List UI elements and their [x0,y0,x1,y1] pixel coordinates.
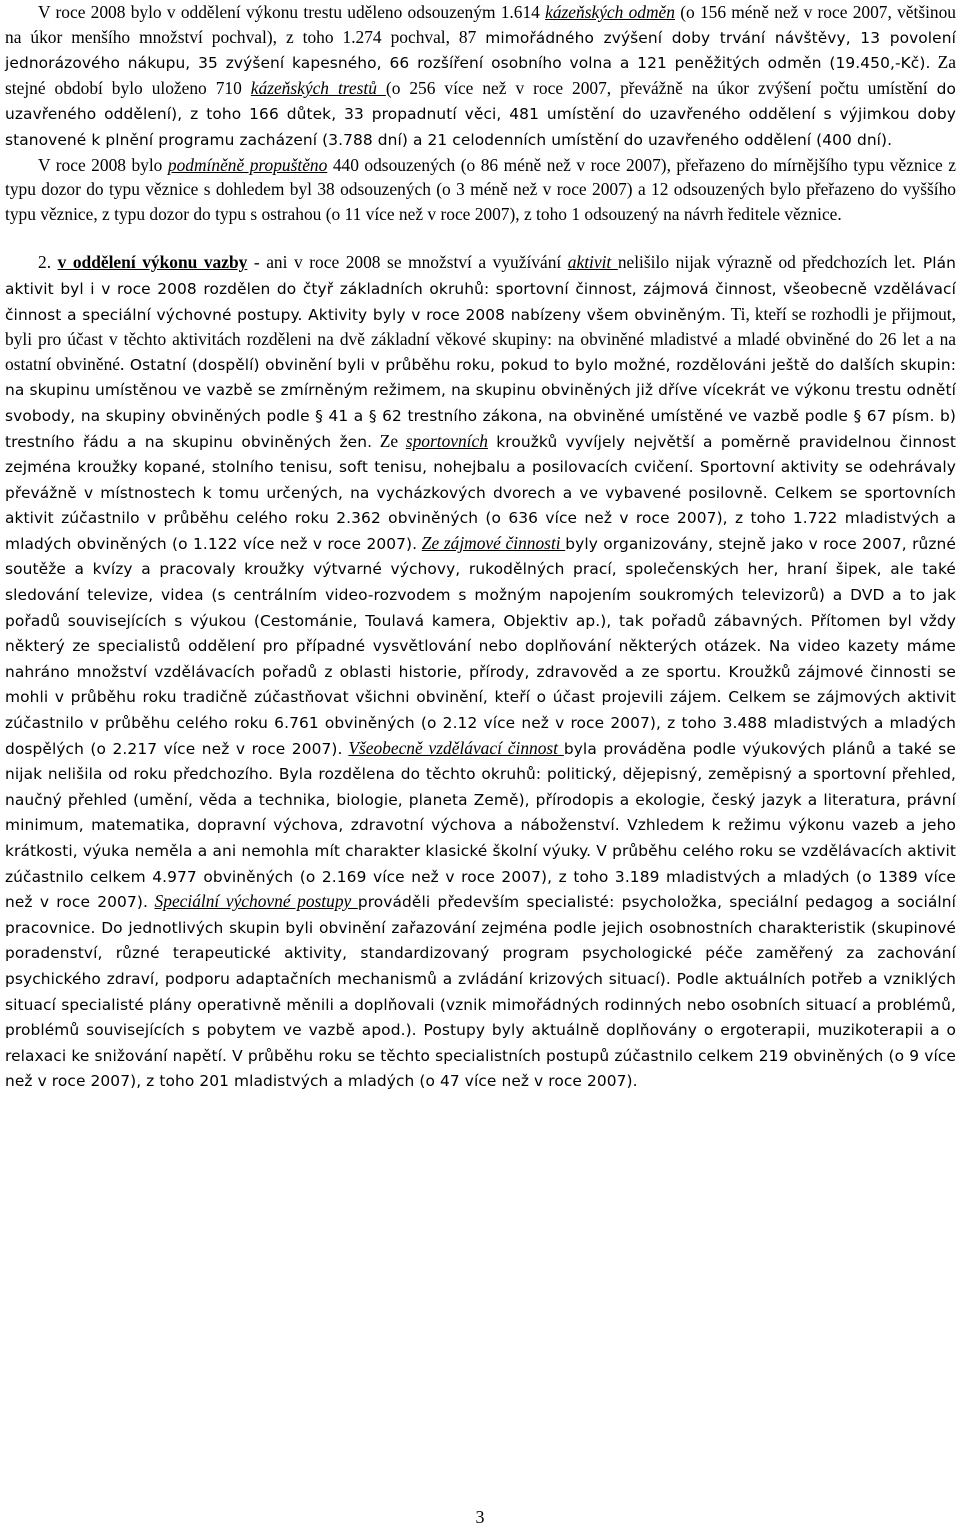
text-run: Za stejné období bylo uloženo 710 [5,52,956,98]
text-run: - ani v roce 2008 se množství a využívání [247,252,568,273]
term-vseobecne-vzdelavaci: Všeobecně vzdělávací činnost [348,737,564,758]
term-kazenske-tresty: kázeňských trestů [250,77,386,98]
text-run-sans: do uzavřeného oddělení), z toho 166 důtek, 33 propadnutí věci, 481 umístění do uzavřeného oddělení s výjimkou doby stanovené k plnění programu zacházení (3.788 dní) a 21 celodenních umístění do uzavřeného oddělení (400 dní). [5,79,957,149]
paragraph-custody-activities [5,250,956,1094]
text-run [148,891,155,911]
text-run-sans: kroužků vyvíjely největší a poměrně pravidelnou činnost zejména kroužky kopané, stolního tenisu, soft tenisu, nohejbalu a posilovacích cvičení. Sportovní aktivity se odehrávaly převážně v místnostech k tomu určených, na vycházkových dvorech a ve vybavené posilovně. Celkem se sportovních aktivit zúčastnilo v průběhu celého roku 2.362 obviněných (o 636 více než v roce 2007), z toho 1.722 mladistvých a mladých obviněných (o 1.122 více než v roce 2007). [5,432,956,553]
text-run: nelišilo nijak výrazně od předchozích let. [617,252,916,273]
text-run: Ze [372,430,406,451]
text-run-sans: Plán aktivit byl i v roce 2008 rozdělen do čtyř základních okruhů: sportovní činnost, zájmová činnost, všeobecně vzdělávací činnost a speciální výchovné postupy. Aktivity byly v roce 2008 nabízeny všem obviněným. [5,254,957,324]
paragraph-gap [5,226,956,250]
document-page [5,0,956,1537]
text-run: Ti, kteří se rozhodli je přijmout, byli pro účast v těchto aktivitách rozděleni na dvě základní věkové skupiny: na obviněné mladistvé a mladé obviněné do 26 let a na ostatní obviněné. [5,303,956,374]
text-run-sans: prováděli především specialisté: psycholožka, speciální pedagog a sociální pracovnice. Do jednotlivých skupin byli obvinění zařazování zejména podle jejich osobnostních charakteristik (skupinové poradenství, různé terapeutické aktivity, standardizovaný program psychologické péče zaměřený za zachování psychického zdraví, podporu adaptačních mechanismů a zvládání krizových situací). Podle aktuálních potřeb a vzniklých situací specialisté plány operativně měnili a doplňovali (vznik mimořádných rodinných nebo osobních situací a problémů, problémů souvisejících s pobytem ve vazbě apod.). Postupy byly aktuálně doplňovány o ergoterapii, muzikoterapii a o relaxaci ke snižování napětí. V průběhu roku se těchto specialistních postupů zúčastnilo celkem 219 obviněných (o 9 více než v roce 2007), z toho 201 mladistvých a mladých (o 47 více než v roce 2007). [5,893,956,1091]
text-run-sans: Ostatní (dospělí) obvinění byli v průběhu roku, pokud to bylo možné, rozdělováni ještě do dalších skupin: na skupinu umístěnou ve vazbě se zmírněným režimem, na skupinu obviněných již dříve vícekrát ve výkonu trestu odnětí svobody, na skupiny obviněných podle § 41 a § 62 trestního zákona, na obviněné umístěné ve vazbě podle § 67 písm. b) trestního řádu a na skupinu obviněných žen. [5,355,956,451]
section-heading: v oddělení výkonu vazby [57,252,248,273]
text-run-sans: byla prováděna podle výukových plánů a také se nijak nelišila od roku předchozího. Byla rozdělena do těchto okruhů: politický, dějepisný, zeměpisný a sportovní přehled, naučný přehled (umění, věda a technika, biologie, planeta Země), přírodopis a ekologie, český jazyk a literatura, právní minimum, matematika, dopravní výchova, zdravotní výchova a náboženství. Vzhledem k režimu výkonu vazeb a jeho krátkosti, výuka neměla a ani nemohla mít charakter klasické školní výuky. V průběhu celého roku se vzdělávacích aktivit zúčastnilo celkem 4.977 obviněných (o 2.169 více než v roce 2007), z toho 3.189 mladistvých a mladých (o 1389 více než v roce 2007). [5,739,956,912]
paragraph-disciplinary [5,0,956,153]
paragraph-parole [5,153,956,227]
term-sportovnich: sportovních [405,430,488,451]
term-specialni-vychovne: Speciální výchovné postupy [154,891,358,912]
text-run: V roce 2008 bylo v oddělení výkonu trestu uděleno odsouzeným 1.614 [38,2,546,22]
text-run: 440 odsouzených (o 86 méně než v roce 2007), přeřazeno do mírnějšího typu věznice z typu dozor do typu věznice s dohledem byl 38 odsouzených (o 3 méně než v roce 2007) a 12 odsouzených bylo přeřazeno do vyššího typu věznice, z typu dozor do typu s ostrahou (o 11 více než v roce 2007), z toho 1 odsouzený na návrh ředitele věznice. [5,154,956,224]
page-number: 3 [475,1507,485,1527]
term-kazenske-odmeny: kázeňských odměn [545,2,675,22]
text-run-sans: mimořádného zvýšení doby trvání návštěvy, 13 povolení jednorázového nákupu, 35 zvýšení kapesného, 66 rozšíření osobního volna a 121 peněžitých odměn (19.450,-Kč). [5,28,956,73]
text-run: (o 156 méně než v roce 2007, většinou na úkor menšího množství pochval), z toho 1.274 pochval, 87 [5,2,957,47]
term-podminene-propusteno: podmíněně propuštěno [167,154,328,175]
text-run: V roce 2008 bylo [38,154,168,175]
term-aktivit: aktivit [567,252,618,273]
text-run-sans: byly organizovány, stejně jako v roce 2007, různé soutěže a kvízy a pracovaly kroužky výtvarné výchovy, rukodělných prací, společenských her, hraní šipek, ale také sledování televize, videa (s centrálním video-rozvodem s možným napojením soukromých televizorů) a DVD a to jak pořadů souvisejících s výukou (Cestománie, Toulavá kamera, Objektiv ap.), tak pořadů zábavných. Přítomen byl vždy některý ze specialistů oddělení pro případné vysvětlování nebo doplňování některých otázek. Na video kazety máme nahráno množství vzdělávacích pořadů z oblasti historie, přírody, zdravověd a ze sportu. Kroužků zájmové činnosti se mohli v průběhu roku tradičně zúčastňovat všichni obvinění, kteří o účast projevili zájem. Celkem se zájmových aktivit zúčastnilo v průběhu celého roku 6.761 obviněných (o 2.12 více než v roce 2007), z toho 3.488 mladistvých a mladých dospělých (o 2.217 více než v roce 2007). [5,534,956,758]
term-zajmove-cinnosti: Ze zájmové činnosti [421,532,566,553]
section-number: 2. [38,252,58,273]
text-run: (o 256 více než v roce 2007, převážně na úkor zvýšení počtu umístění [385,77,937,98]
